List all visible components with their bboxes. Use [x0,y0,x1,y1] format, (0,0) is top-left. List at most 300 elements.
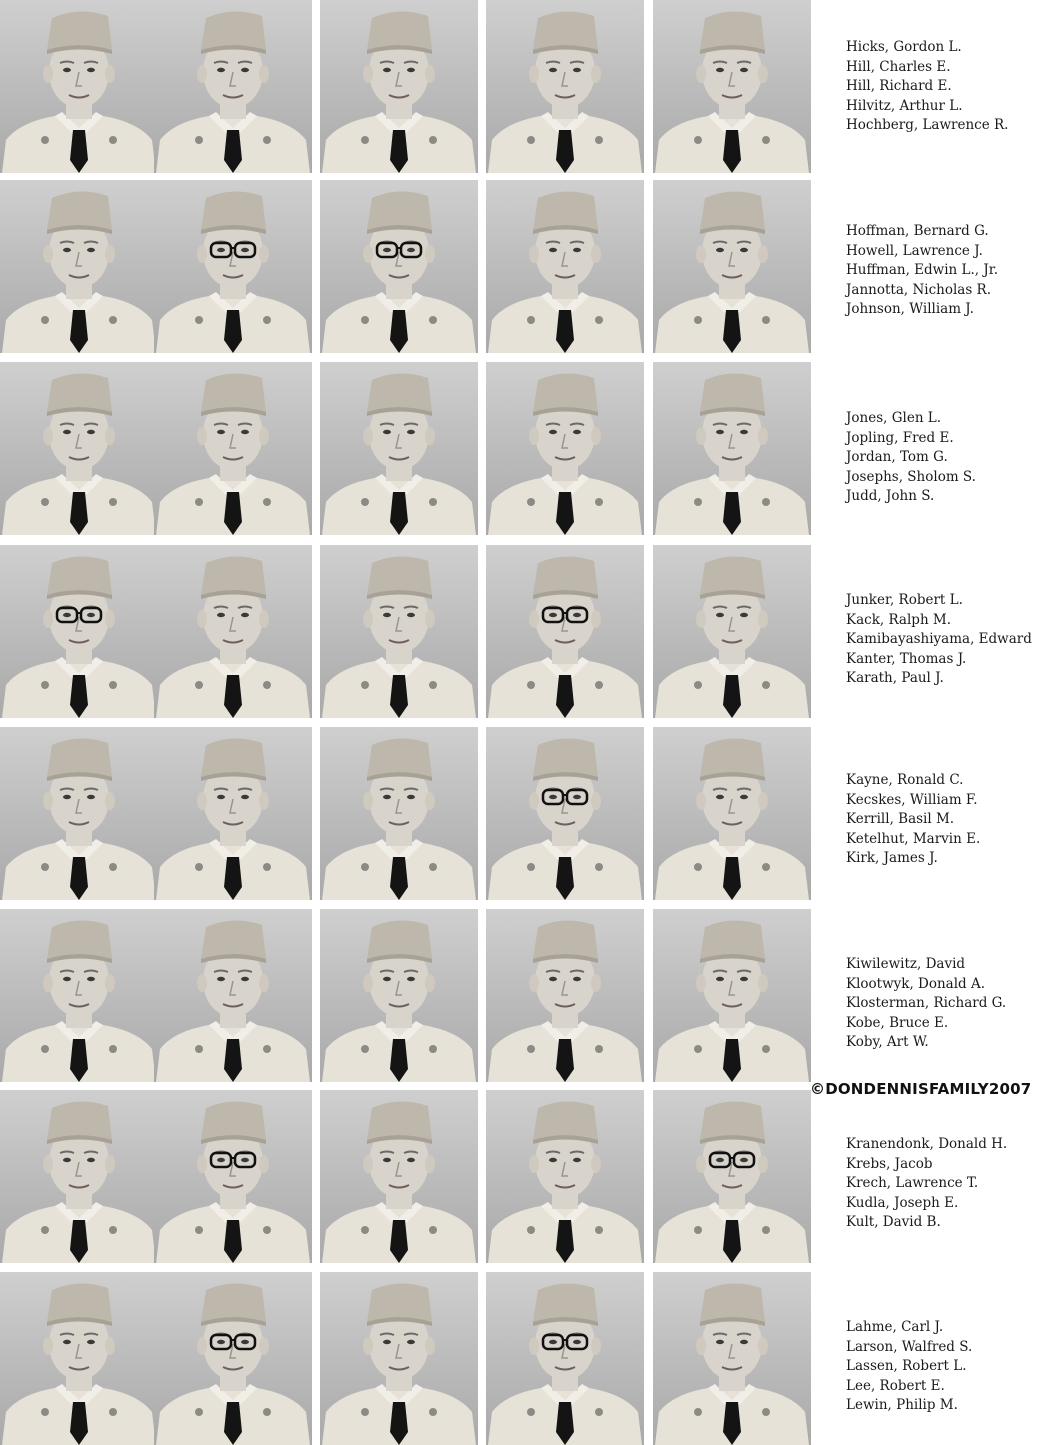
right-ear [105,974,115,992]
right-collar-insignia [263,136,271,144]
left-eye [217,248,225,252]
garrison-cap [533,738,598,777]
left-collar-insignia [361,136,369,144]
name-list-row-4 [846,591,1050,689]
left-collar-insignia [41,498,49,506]
right-collar-insignia [109,681,117,689]
left-ear [529,610,539,628]
left-ear [197,1337,207,1355]
right-collar-insignia [429,136,437,144]
student-name: Jopling, Fred E. [846,429,954,446]
right-ear [425,245,435,263]
student-name: Josephs, Sholom S. [846,468,976,485]
right-eye [573,248,581,252]
portrait-photo [653,1272,811,1445]
garrison-cap [367,373,432,412]
student-name: Ketelhut, Marvin E. [846,830,981,847]
right-ear [259,245,269,263]
left-ear [529,65,539,83]
student-name: Hill, Charles E. [846,58,951,75]
garrison-cap [700,556,765,595]
left-collar-insignia [361,681,369,689]
portrait-photo [486,727,644,900]
right-ear [591,245,601,263]
right-eye [407,248,415,252]
left-collar-insignia [694,136,702,144]
right-ear [259,1337,269,1355]
right-eye [407,68,415,72]
right-eye [241,977,249,981]
right-eye [241,430,249,434]
right-ear [758,610,768,628]
left-ear [529,1337,539,1355]
student-name: Kerrill, Basil M. [846,811,955,827]
left-collar-insignia [195,1408,203,1416]
right-ear [105,1155,115,1173]
left-ear [43,65,53,83]
student-name: Kamibayashiyama, Edward [846,631,1032,647]
right-eye [740,68,748,72]
portrait-photo [154,180,312,353]
right-collar-insignia [762,1045,770,1053]
right-eye [87,430,95,434]
name-list-row-2 [846,222,1050,320]
student-name: Larson, Walfred S. [846,1338,973,1355]
portrait-photo [154,1090,312,1263]
right-collar-insignia [263,681,271,689]
left-collar-insignia [361,1045,369,1053]
left-ear [197,245,207,263]
right-ear [758,65,768,83]
right-ear [591,427,601,445]
right-ear [259,610,269,628]
student-name: Hochberg, Lawrence R. [846,117,1009,133]
left-ear [363,974,373,992]
left-eye [716,68,724,72]
left-collar-insignia [195,316,203,324]
garrison-cap [533,191,598,230]
student-name: Koby, Art W. [846,1034,929,1050]
left-collar-insignia [195,1045,203,1053]
garrison-cap [47,191,112,230]
right-collar-insignia [762,498,770,506]
right-collar-insignia [595,681,603,689]
left-eye [383,68,391,72]
right-ear [105,427,115,445]
left-collar-insignia [694,316,702,324]
right-collar-insignia [595,863,603,871]
left-ear [696,792,706,810]
right-eye [573,795,581,799]
right-eye [573,977,581,981]
student-name: Kobe, Bruce E. [846,1014,949,1031]
portrait-photo [653,180,811,353]
right-ear [105,245,115,263]
student-name: Jannotta, Nicholas R. [846,281,992,298]
right-collar-insignia [263,863,271,871]
portrait-photo [320,180,478,353]
right-ear [425,65,435,83]
portrait-photo [0,1272,158,1445]
left-collar-insignia [41,863,49,871]
student-name: Huffman, Edwin L., Jr. [846,262,999,278]
right-collar-insignia [263,316,271,324]
left-eye [217,68,225,72]
portrait-photo [0,0,158,173]
portrait-photo [154,545,312,718]
left-eye [63,430,71,434]
garrison-cap [47,1101,112,1140]
right-collar-insignia [263,1226,271,1234]
student-name: Kult, David B. [846,1214,941,1230]
right-collar-insignia [595,1226,603,1234]
right-collar-insignia [109,1408,117,1416]
left-eye [217,977,225,981]
left-eye [716,1158,724,1162]
portrait-photo [0,909,158,1082]
left-eye [549,68,557,72]
right-eye [241,248,249,252]
left-ear [696,245,706,263]
left-ear [696,1155,706,1173]
right-eye [573,1340,581,1344]
student-name: Kack, Ralph M. [846,611,952,628]
portrait-photo [320,362,478,535]
right-collar-insignia [762,316,770,324]
garrison-cap [47,1283,112,1322]
portrait-photo [486,1090,644,1263]
left-collar-insignia [527,498,535,506]
right-collar-insignia [429,1408,437,1416]
right-ear [425,610,435,628]
portrait-photo [653,0,811,173]
garrison-cap [367,11,432,50]
right-eye [573,430,581,434]
left-eye [716,795,724,799]
right-ear [259,974,269,992]
garrison-cap [47,738,112,777]
right-collar-insignia [263,1408,271,1416]
right-collar-insignia [762,1226,770,1234]
portrait-photo [154,1272,312,1445]
right-eye [740,977,748,981]
left-eye [383,613,391,617]
left-eye [383,248,391,252]
student-name: Junker, Robert L. [846,592,963,608]
student-name: Kecskes, William F. [846,791,978,808]
right-collar-insignia [263,498,271,506]
right-ear [591,65,601,83]
student-name: Kudla, Joseph E. [846,1194,959,1211]
left-collar-insignia [527,1045,535,1053]
left-collar-insignia [41,1226,49,1234]
portrait-photo [653,1090,811,1263]
right-collar-insignia [429,863,437,871]
right-ear [758,1155,768,1173]
garrison-cap [47,11,112,50]
portrait-photo [0,1090,158,1263]
left-collar-insignia [694,681,702,689]
right-collar-insignia [429,681,437,689]
left-ear [696,974,706,992]
right-ear [105,65,115,83]
left-eye [63,795,71,799]
right-eye [407,1340,415,1344]
portrait-photo [653,909,811,1082]
right-eye [407,977,415,981]
left-collar-insignia [361,1226,369,1234]
left-ear [696,1337,706,1355]
left-ear [363,610,373,628]
left-ear [529,792,539,810]
garrison-cap [533,11,598,50]
left-ear [696,65,706,83]
left-collar-insignia [694,1226,702,1234]
left-eye [217,795,225,799]
name-list-row-7 [846,1135,1050,1233]
left-eye [217,430,225,434]
left-eye [549,613,557,617]
left-collar-insignia [361,1408,369,1416]
right-eye [241,613,249,617]
left-collar-insignia [195,863,203,871]
left-eye [63,977,71,981]
left-eye [383,977,391,981]
garrison-cap [533,1101,598,1140]
left-collar-insignia [527,136,535,144]
left-eye [217,1340,225,1344]
garrison-cap [367,191,432,230]
right-collar-insignia [595,1045,603,1053]
student-name: Karath, Paul J. [846,670,944,686]
right-ear [758,792,768,810]
right-ear [425,974,435,992]
right-eye [87,248,95,252]
right-eye [573,1158,581,1162]
right-collar-insignia [595,1408,603,1416]
student-name: Johnson, William J. [846,301,974,317]
left-ear [43,1337,53,1355]
left-collar-insignia [41,316,49,324]
left-ear [363,427,373,445]
portrait-photo [486,362,644,535]
right-ear [259,65,269,83]
portrait-photo [486,909,644,1082]
garrison-cap [700,1101,765,1140]
left-eye [716,1340,724,1344]
student-name: Klootwyk, Donald A. [846,975,986,992]
left-eye [549,977,557,981]
left-collar-insignia [195,681,203,689]
right-eye [573,68,581,72]
right-ear [425,1337,435,1355]
student-name: Kiwilewitz, David [846,956,966,972]
student-name: Hilvitz, Arthur L. [846,97,963,114]
left-ear [197,1155,207,1173]
portrait-photo [320,545,478,718]
left-eye [716,977,724,981]
garrison-cap [201,738,266,777]
portrait-photo [154,362,312,535]
left-ear [197,974,207,992]
left-collar-insignia [694,863,702,871]
right-collar-insignia [429,498,437,506]
garrison-cap [367,1101,432,1140]
student-name: Lahme, Carl J. [846,1319,944,1335]
portrait-photo [653,545,811,718]
right-eye [241,1340,249,1344]
left-collar-insignia [361,498,369,506]
left-ear [197,427,207,445]
garrison-cap [47,556,112,595]
garrison-cap [201,11,266,50]
right-eye [740,430,748,434]
name-list-row-8 [846,1318,1050,1416]
left-eye [716,613,724,617]
portrait-photo [486,545,644,718]
student-name: Judd, John S. [846,488,935,504]
left-ear [43,427,53,445]
garrison-cap [201,920,266,959]
portrait-photo [486,1272,644,1445]
left-collar-insignia [527,316,535,324]
left-eye [716,248,724,252]
student-name: Klosterman, Richard G. [846,995,1007,1011]
right-eye [407,613,415,617]
left-ear [43,1155,53,1173]
left-eye [63,248,71,252]
left-eye [217,613,225,617]
portrait-photo [320,909,478,1082]
right-ear [259,792,269,810]
student-name: Kirk, James J. [846,850,938,866]
left-ear [363,792,373,810]
right-collar-insignia [109,136,117,144]
left-ear [363,1337,373,1355]
left-eye [383,795,391,799]
garrison-cap [700,191,765,230]
right-eye [740,795,748,799]
right-eye [87,1158,95,1162]
right-eye [87,795,95,799]
garrison-cap [47,373,112,412]
garrison-cap [201,191,266,230]
left-collar-insignia [41,681,49,689]
left-collar-insignia [195,1226,203,1234]
right-eye [87,977,95,981]
right-eye [241,795,249,799]
right-ear [105,610,115,628]
portrait-photo [653,727,811,900]
left-eye [383,1340,391,1344]
garrison-cap [700,373,765,412]
right-eye [573,613,581,617]
left-eye [63,1340,71,1344]
garrison-cap [201,373,266,412]
right-collar-insignia [595,316,603,324]
right-collar-insignia [109,316,117,324]
right-ear [259,1155,269,1173]
left-eye [549,430,557,434]
left-collar-insignia [694,498,702,506]
garrison-cap [367,1283,432,1322]
right-eye [87,68,95,72]
portrait-photo [486,180,644,353]
garrison-cap [533,920,598,959]
left-ear [363,245,373,263]
garrison-cap [533,1283,598,1322]
portrait-photo [320,1272,478,1445]
garrison-cap [47,920,112,959]
left-collar-insignia [527,863,535,871]
right-ear [425,1155,435,1173]
student-name: Krech, Lawrence T. [846,1175,979,1191]
right-collar-insignia [109,1226,117,1234]
right-ear [425,792,435,810]
portrait-photo [0,545,158,718]
portrait-photo [154,0,312,173]
right-eye [407,430,415,434]
student-name: Kanter, Thomas J. [846,650,967,667]
left-collar-insignia [361,863,369,871]
student-name: Hicks, Gordon L. [846,39,962,55]
left-eye [217,1158,225,1162]
left-collar-insignia [361,316,369,324]
right-ear [758,427,768,445]
student-name: Jones, Glen L. [846,410,942,426]
student-name: Krebs, Jacob [846,1155,933,1172]
left-ear [197,65,207,83]
right-ear [105,1337,115,1355]
portrait-photo [0,727,158,900]
right-ear [105,792,115,810]
portrait-photo [0,180,158,353]
garrison-cap [367,738,432,777]
garrison-cap [533,373,598,412]
portrait-photo [486,0,644,173]
right-eye [407,795,415,799]
student-name: Howell, Lawrence J. [846,242,983,259]
right-eye [241,68,249,72]
garrison-cap [700,738,765,777]
left-eye [383,1158,391,1162]
student-name: Hill, Richard E. [846,78,952,94]
right-collar-insignia [109,498,117,506]
student-name: Hoffman, Bernard G. [846,223,989,239]
right-collar-insignia [762,1408,770,1416]
left-collar-insignia [527,681,535,689]
left-ear [197,792,207,810]
left-collar-insignia [41,1045,49,1053]
right-eye [87,1340,95,1344]
right-ear [591,792,601,810]
garrison-cap [367,556,432,595]
left-collar-insignia [41,1408,49,1416]
garrison-cap [201,1283,266,1322]
right-eye [740,1158,748,1162]
right-ear [259,427,269,445]
portrait-photo [320,727,478,900]
student-name: Kranendonk, Donald H. [846,1136,1008,1152]
left-eye [549,1340,557,1344]
left-eye [383,430,391,434]
left-eye [63,613,71,617]
right-eye [740,1340,748,1344]
right-ear [758,245,768,263]
left-ear [363,65,373,83]
left-ear [529,427,539,445]
garrison-cap [533,556,598,595]
